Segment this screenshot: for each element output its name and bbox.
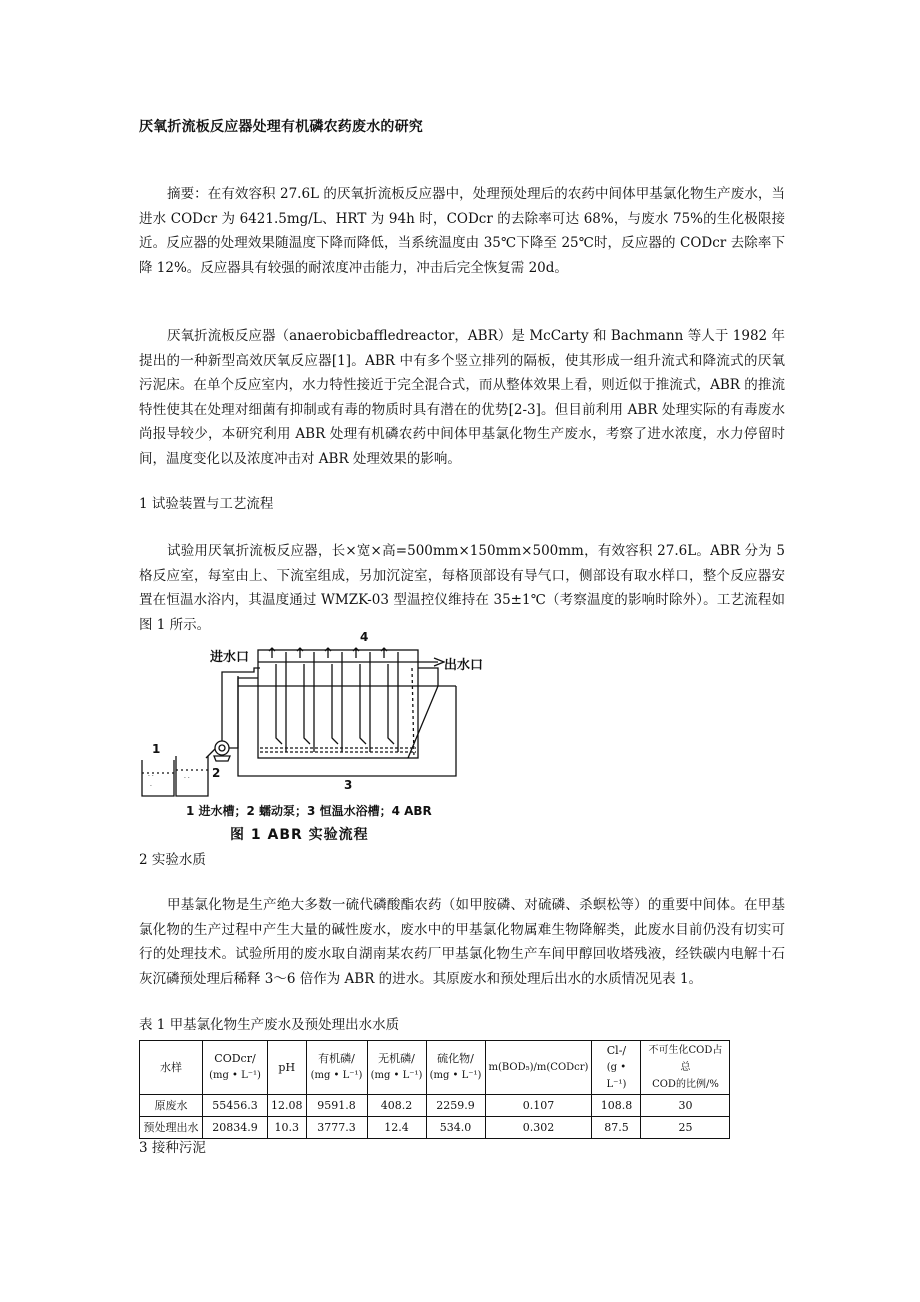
table-cell: 30 [641,1095,730,1117]
table-cell: 12.4 [367,1117,426,1139]
svg-text:·: · [150,783,152,790]
water-bath [238,676,456,776]
header-cell: 有机磷/ (mg • L⁻¹) [306,1041,367,1095]
figure-caption: 图 1 ABR 实验流程 [230,827,369,843]
section-heading-3: 3 接种污泥 [139,1140,206,1156]
table-header-row [140,1041,730,1095]
table-cell: 10.3 [268,1117,307,1139]
header-cell: Cl-/ (g • L⁻¹) [592,1041,641,1095]
section-heading-1: 1 试验装置与工艺流程 [139,496,274,512]
table-cell: 0.107 [485,1095,592,1117]
table-cell: 408.2 [367,1095,426,1117]
table-cell: 25 [641,1117,730,1139]
section-heading-2: 2 实验水质 [139,852,206,868]
water-quality-paragraph: 甲基氯化物是生产绝大多数一硫代磷酸酯农药（如甲胺磷、对硫磷、杀螟松等）的重要中间体。在甲基氯化物的生产过程中产生大量的碱性废水，废水中的甲基氯化物属难生物降解类，此废水目前仍没有切实可行的处理技术。试验所用的废水取自湖南某农药厂甲基氯化物生产车间甲醇回收塔残液，经铁碳内电解十石灰沉磷预处理后稀释 3～6 倍作为 ABR 的进水。其原废水和预处理后出水的水质情况见表 1。 [139,897,785,987]
table-cell: 2259.9 [426,1095,485,1117]
table-cell: 3777.3 [306,1117,367,1139]
water-quality-table [139,1040,730,1139]
table-cell: 0.302 [485,1117,592,1139]
table-cell: 87.5 [592,1117,641,1139]
table-cell: 9591.8 [306,1095,367,1117]
label-2: 2 [212,766,221,780]
label-4: 4 [360,630,369,644]
table-cell: 534.0 [426,1117,485,1139]
paper-title: 厌氧折流板反应器处理有机磷农药废水的研究 [139,119,423,135]
table-cell: 预处理出水 [140,1117,203,1139]
label-1: 1 [152,742,161,756]
header-cell: m(BOD₅)/m(CODcr) [485,1041,592,1095]
feed-tank [176,756,208,796]
table-cell: 20834.9 [203,1117,268,1139]
intro-paragraph: 厌氧折流板反应器（anaerobicbaffledreactor，ABR）是 McCarty 和 Bachmann 等人于 1982 年提出的一种新型高效厌氧反应器[1]。ABR 中有多个竖立排列的隔板，使其形成一组升流式和降流式的厌氧污泥床。在单个反应室内，水力特性接近于完全混合式，而从整体效果上看，则近似于推流式，ABR 的推流特性使其在处理对细菌有抑制或有毒的物质时具有潜在的优势[2-3]。但目前利用 ABR 处理实际的有毒废水尚报导较少，本研究利用 ABR 处理有机磷农药中间体甲基氯化物生产废水，考察了进水浓度，水力停留时间，温度变化以及浓度冲击对 ABR 处理效果的影响。 [139,328,785,467]
table-caption: 表 1 甲基氯化物生产废水及预处理出水水质 [139,1017,400,1033]
inlet-label: 进水口 [210,650,250,665]
header-cell: CODcr/ (mg • L⁻¹) [203,1041,268,1095]
setup-paragraph: 试验用厌氧折流板反应器，长×宽×高=500mm×150mm×500mm，有效容积 27.6L。ABR 分为 5 格反应室，每室由上、下流室组成，另加沉淀室，每格顶部设有导气口，侧部设有取水样口，整个反应器安置在恒温水浴内，其温度通过 WMZK-03 型温控仪维持在 35±1℃（考察温度的影响时除外）。工艺流程如图 1 所示。 [139,543,785,633]
svg-text:· ·: · · [148,773,154,780]
abr-reactor [258,648,444,758]
abstract-paragraph: 摘要：在有效容积 27.6L 的厌氧折流板反应器中，处理预处理后的农药中间体甲基氯化物生产废水，当进水 CODcr 为 6421.5mg/L、HRT 为 94h 时，CODcr 的去除率可达 68%，与废水 75%的生化极限接近。反应器的处理效果随温度下降而降低，当系统温度由 35℃下降至 25℃时，反应器的 CODcr 去除率下降 12%。反应器具有较强的耐浓度冲击能力，冲击后完全恢复需 20d。 [139,186,785,276]
header-cell: 硫化物/ (mg • L⁻¹) [426,1041,485,1095]
figure-abr-process [138,628,518,848]
table-cell: 原废水 [140,1095,203,1117]
outlet-label: 出水口 [444,658,484,673]
table-cell: 12.08 [268,1095,307,1117]
header-cell: pH [268,1041,307,1095]
header-cell: 无机磷/ (mg • L⁻¹) [367,1041,426,1095]
header-cell: 不可生化COD占总 COD的比例/% [641,1041,730,1095]
table-row [140,1117,730,1139]
svg-text:· ·: · · [184,775,190,782]
label-3: 3 [344,778,353,792]
header-cell: 水样 [140,1041,203,1095]
table-cell: 108.8 [592,1095,641,1117]
table-row [140,1095,730,1117]
table-cell: 55456.3 [203,1095,268,1117]
figure-legend: 1 进水槽；2 蠕动泵；3 恒温水浴槽；4 ABR [186,804,432,818]
peristaltic-pump [206,741,230,761]
inlet-tank [142,760,174,796]
